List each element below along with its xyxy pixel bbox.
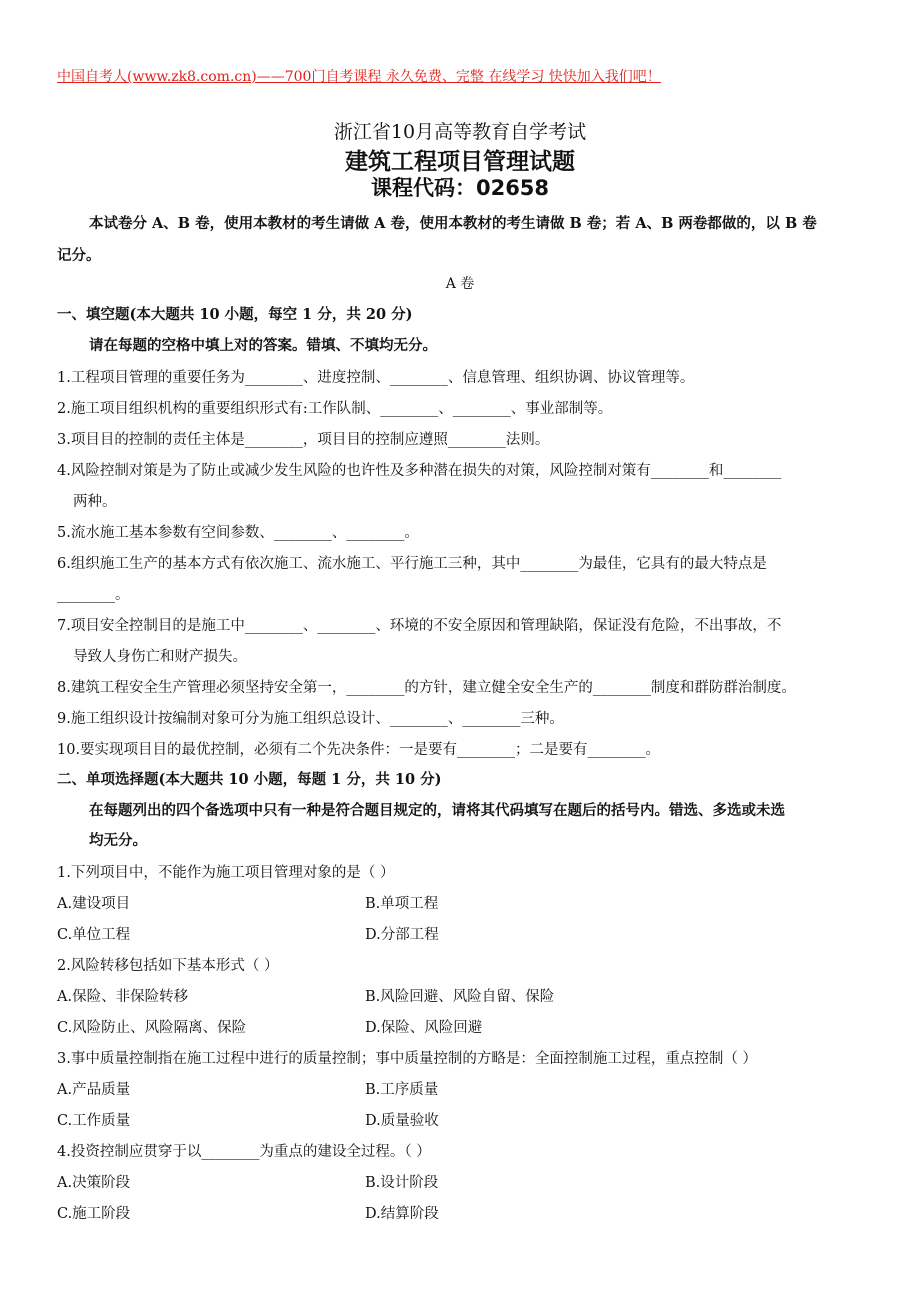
choice-option-c: C.单位工程: [57, 927, 131, 943]
section-a-label: A 卷: [445, 276, 475, 292]
choice-option-d: D.保险、风险回避: [365, 1020, 483, 1036]
choice-option-b: B.风险回避、风险自留、保险: [365, 989, 555, 1005]
promo-banner-link[interactable]: 中国自考人(www.zk8.com.cn)——700门自考课程 永久免费、完整 在线学习 快快加入我们吧！: [57, 69, 661, 85]
subject-title: 建筑工程项目管理试题: [345, 149, 575, 175]
choice-option-a: A.建设项目: [57, 896, 131, 912]
section2-instruction: 均无分。: [89, 832, 147, 849]
choice-option-d: D.结算阶段: [365, 1206, 439, 1222]
fill-question: 6.组织施工生产的基本方式有依次施工、流水施工、平行施工三种，其中________为最佳，它具有的最大特点是: [57, 556, 767, 572]
choice-option-b: B.单项工程: [365, 896, 439, 912]
intro-line: 记分。: [57, 247, 101, 264]
fill-question: 10.要实现项目目的最优控制，必须有二个先决条件：一是要有________；二是要有________。: [57, 742, 661, 758]
choice-option-a: A.保险、非保险转移: [57, 989, 189, 1005]
fill-question: 5.流水施工基本参数有空间参数、________、________。: [57, 525, 419, 541]
choice-question-stem: 1.下列项目中，不能作为施工项目管理对象的是（ ）: [57, 865, 395, 881]
fill-question: 9.施工组织设计按编制对象可分为施工组织总设计、________、________三种。: [57, 711, 564, 727]
choice-option-d: D.质量验收: [365, 1113, 439, 1129]
section1-instruction: 请在每题的空格中填上对的答案。错填、不填均无分。: [89, 337, 437, 354]
choice-question-stem: 3.事中质量控制指在施工过程中进行的质量控制；事中质量控制的方略是：全面控制施工过程，重点控制（ ）: [57, 1051, 757, 1067]
choice-option-a: A.产品质量: [57, 1082, 131, 1098]
fill-question: 8.建筑工程安全生产管理必须坚持安全第一，________的方针，建立健全安全生产的________制度和群防群治制度。: [57, 680, 796, 696]
choice-option-b: B.设计阶段: [365, 1175, 439, 1191]
fill-question-cont: ________。: [57, 587, 130, 603]
fill-question: 2.施工项目组织机构的重要组织形式有:工作队制、________、________、事业部制等。: [57, 401, 613, 417]
choice-question-stem: 2.风险转移包括如下基本形式（ ）: [57, 958, 279, 974]
course-code: 课程代码：02658: [370, 176, 550, 200]
fill-question-cont: 两种。: [73, 494, 117, 510]
fill-question: 7.项目安全控制目的是施工中________、________、环境的不安全原因和管理缺陷，保证没有危险，不出事故，不: [57, 618, 782, 634]
choice-option-d: D.分部工程: [365, 927, 439, 943]
section1-title: 一、填空题(本大题共 10 小题，每空 1 分，共 20 分): [57, 306, 413, 323]
intro-line: 本试卷分 A、B 卷，使用本教材的考生请做 A 卷，使用本教材的考生请做 B 卷；若 A、B 两卷都做的，以 B 卷: [89, 215, 817, 232]
fill-question: 4.风险控制对策是为了防止或减少发生风险的也许性及多种潜在损失的对策，风险控制对策有________和________: [57, 463, 782, 479]
exam-title: 浙江省10月高等教育自学考试: [333, 121, 587, 143]
choice-option-b: B.工序质量: [365, 1082, 439, 1098]
choice-option-a: A.决策阶段: [57, 1175, 131, 1191]
fill-question: 3.项目目的控制的责任主体是________，项目目的控制应遵照________法则。: [57, 432, 550, 448]
choice-option-c: C.工作质量: [57, 1113, 131, 1129]
section2-title: 二、单项选择题(本大题共 10 小题，每题 1 分，共 10 分): [57, 771, 442, 788]
choice-question-stem: 4.投资控制应贯穿于以________为重点的建设全过程。（ ）: [57, 1144, 431, 1160]
choice-option-c: C.风险防止、风险隔离、保险: [57, 1020, 247, 1036]
section2-instruction: 在每题列出的四个备选项中只有一种是符合题目规定的，请将其代码填写在题后的括号内。错选、多选或未选: [89, 802, 785, 819]
choice-option-c: C.施工阶段: [57, 1206, 131, 1222]
fill-question-cont: 导致人身伤亡和财产损失。: [73, 649, 247, 665]
fill-question: 1.工程项目管理的重要任务为________、进度控制、________、信息管理、组织协调、协议管理等。: [57, 370, 695, 386]
